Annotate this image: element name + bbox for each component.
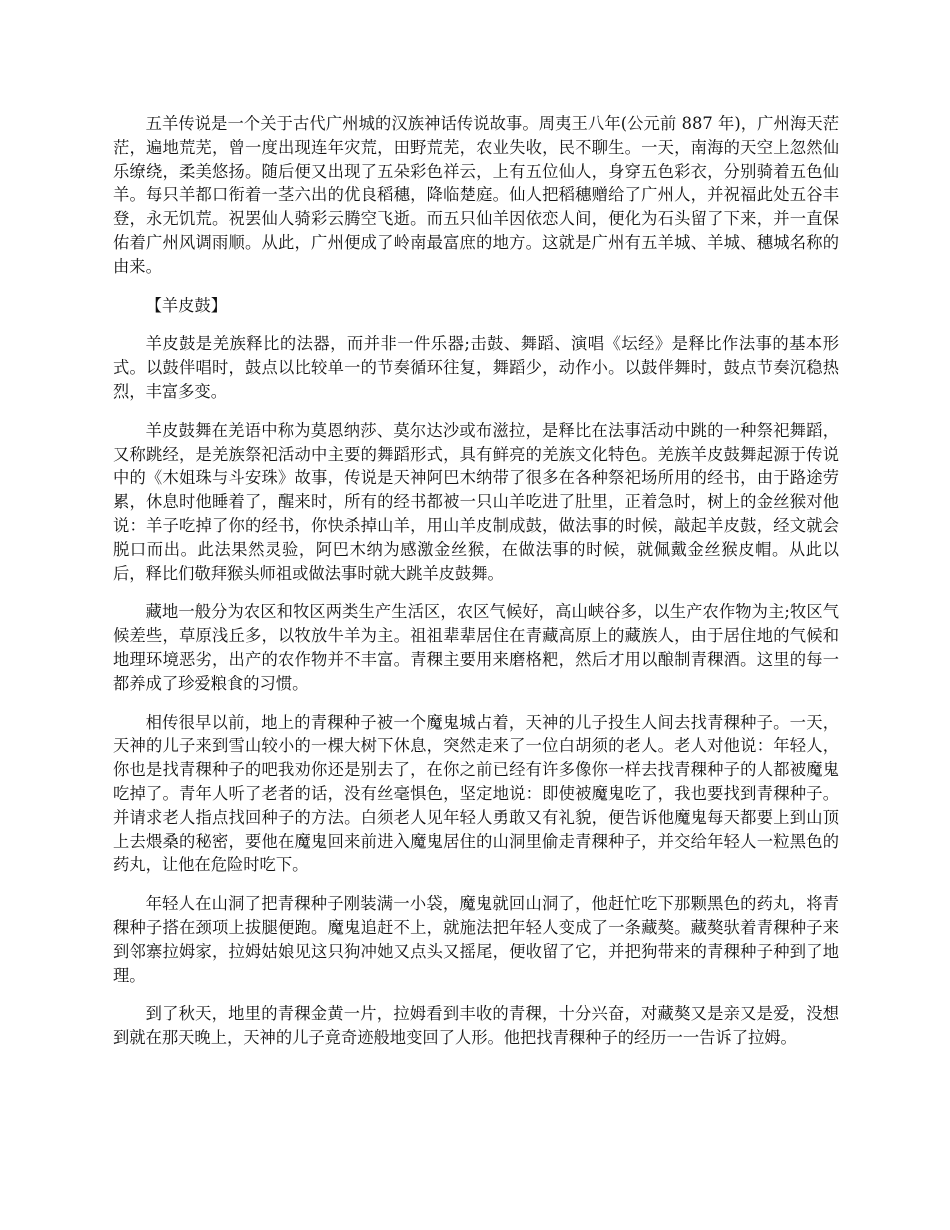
paragraph-sheepskin-drum-dance: 羊皮鼓舞在羌语中称为莫恩纳莎、莫尔达沙或布滋拉，是释比在法事活动中跳的一种祭祀舞蹈，又称跳经，是羌族祭祀活动中主要的舞蹈形式，具有鲜亮的羌族文化特色。羌族羊皮鼓舞起源于传说中的《木姐珠与斗安珠》故事，传说是天神阿巴木纳带了很多在各种祭祀场所用的经书，由于路途劳累，休息时他睡着了，醒来时，所有的经书都被一只山羊吃进了肚里，正着急时，树上的金丝猴对他说：羊子吃掉了你的经书，你快杀掉山羊，用山羊皮制成鼓，做法事的时候，敲起羊皮鼓，经文就会脱口而出。此法果然灵验，阿巴木纳为感激金丝猴，在做法事的时候，就佩戴金丝猴皮帽。从此以后，释比们敬拜猴头师祖或做法事时就大跳羊皮鼓舞。 (113, 420, 839, 583)
section-heading-sheepskin-drum: 【羊皮鼓】 (145, 295, 228, 315)
paragraph-five-rams-legend: 五羊传说是一个关于古代广州城的汉族神话传说故事。周夷王八年(公元前 887 年)，广州海天茫茫，遍地荒芜，曾一度出现连年灾荒，田野荒芜，农业失收，民不聊生。一天，南海的天空上忽然仙乐缭绕，柔美悠扬。随后便又出现了五朵彩色祥云，上有五位仙人，身穿五色彩衣，分别骑着五色仙羊。每只羊都口衔着一茎六出的优良稻穗，降临楚庭。仙人把稻穗赠给了广州人，并祝福此处五谷丰登，永无饥荒。祝罢仙人骑彩云腾空飞逝。而五只仙羊因依恋人间，便化为石头留了下来，并一直保佑着广州风调雨顺。从此，广州便成了岭南最富庶的地方。这就是广州有五羊城、羊城、穗城名称的由来。 (113, 114, 839, 276)
paragraph-tibetan-regions: 藏地一般分为农区和牧区两类生产生活区，农区气候好，高山峡谷多，以生产农作物为主;牧区气候差些，草原浅丘多，以牧放牛羊为主。祖祖辈辈居住在青藏高原上的藏族人，由于居住地的气候和地理环境恶劣，出产的农作物并不丰富。青稞主要用来磨格粑，然后才用以酿制青稞酒。这里的每一都养成了珍爱粮食的习惯。 (113, 602, 839, 693)
paragraph-autumn-harvest: 到了秋天，地里的青稞金黄一片，拉姆看到丰收的青稞，十分兴奋，对藏獒又是亲又是爱，没想到就在那天晚上，天神的儿子竟奇迹般地变回了人形。他把找青稞种子的经历一一告诉了拉姆。 (113, 1004, 839, 1048)
document-body (113, 112, 839, 1065)
paragraph-barley-seed-legend: 相传很早以前，地上的青稞种子被一个魔鬼城占着，天神的儿子投生人间去找青稞种子。一天，天神的儿子来到雪山较小的一棵大树下休息，突然走来了一位白胡须的老人。老人对他说：年轻人，你也是找青稞种子的吧我劝你还是别去了，在你之前已经有许多像你一样去找青稞种子的人都被魔鬼吃掉了。青年人听了老者的话，没有丝毫惧色，坚定地说：即使被魔鬼吃了，我也要找到青稞种子。并请求老人指点找回种子的方法。白须老人见年轻人勇敢又有礼貌，便告诉他魔鬼每天都要上到山顶上去煨桑的秘密，要他在魔鬼回来前进入魔鬼居住的山洞里偷走青稞种子，并交给年轻人一粒黑色的药丸，让他在危险时吃下。 (113, 712, 839, 875)
paragraph-young-man-escape: 年轻人在山洞了把青稞种子刚装满一小袋，魔鬼就回山洞了，他赶忙吃下那颗黑色的药丸，将青稞种子搭在颈项上拔腿便跑。魔鬼追赶不上，就施法把年轻人变成了一条藏獒。藏獒驮着青稞种子来到邻寨拉姆家，拉姆姑娘见这只狗冲她又点头又摇尾，便收留了它，并把狗带来的青稞种子种到了地理。 (113, 894, 839, 985)
paragraph-sheepskin-drum-intro: 羊皮鼓是羌族释比的法器，而并非一件乐器;击鼓、舞蹈、演唱《坛经》是释比作法事的基本形式。以鼓伴唱时，鼓点以比较单一的节奏循环往复，舞蹈少，动作小。以鼓伴舞时，鼓点节奏沉稳热烈，丰富多变。 (113, 334, 839, 401)
